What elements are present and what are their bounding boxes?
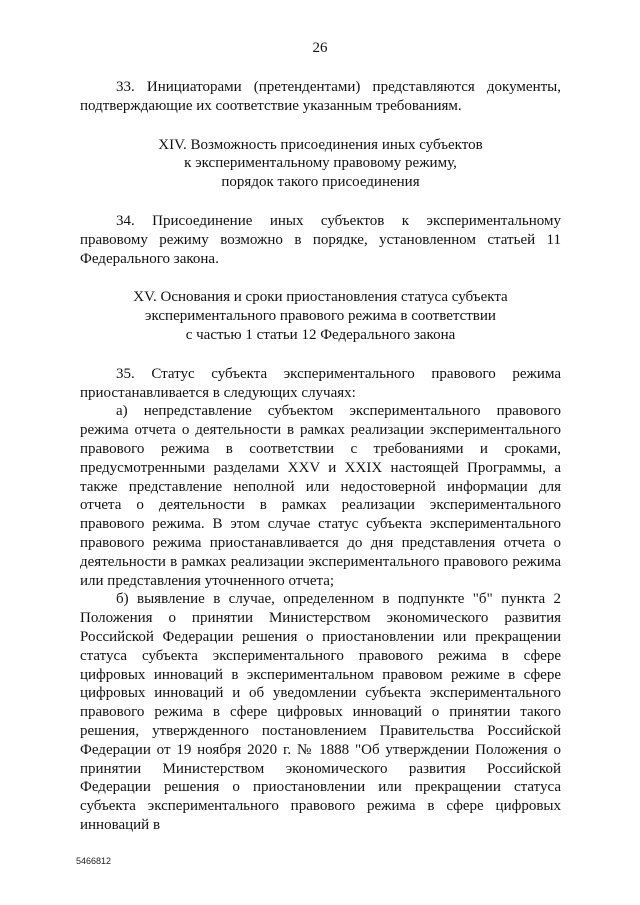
paragraph-35-a: а) непредставление субъектом экспериментального правового режима отчета о деятельности в рамках реализации экспериментального правового режима в соответствии с требованиями и сроками, предусмотренными разделами XXV и XXIX настоящей Программы, а также представление неполной или недостоверной информации для отчета о деятельности в рамках реализации экспериментального правового режима. В этом случае статус субъекта экспериментального правового режима приостанавливается до дня представления отчета о деятельности в рамках реализации экспериментального правового режима или представления уточненного отчета; <box>80 403 561 589</box>
section-heading-xiv-line-2: к экспериментальному правовому режиму, <box>184 155 457 172</box>
section-heading-xiv <box>80 136 561 192</box>
document-body <box>80 78 561 835</box>
section-heading-xv <box>80 288 561 344</box>
section-heading-xv-line-3: с частью 1 статьи 12 Федерального закона <box>185 326 456 343</box>
paragraph-34: 34. Присоединение иных субъектов к экспериментальному правовому режиму возможно в порядке, установленном статьей 11 Федерального закона. <box>80 212 561 267</box>
paragraph-33: 33. Инициаторами (претендентами) представляются документы, подтверждающие их соответствие указанным требованиям. <box>80 79 561 114</box>
section-heading-xv-line-1: XV. Основания и сроки приостановления статуса субъекта <box>133 289 508 306</box>
section-heading-xiv-line-3: порядок такого присоединения <box>221 174 420 191</box>
document-code: 5466812 <box>76 856 112 866</box>
page-number: 26 <box>312 40 328 56</box>
section-heading-xv-line-2: экспериментального правового режима в соответствии <box>145 308 496 325</box>
paragraph-35: 35. Статус субъекта экспериментального правового режима приостанавливается в следующих случаях: <box>80 365 561 401</box>
section-heading-xiv-line-1: XIV. Возможность присоединения иных субъектов <box>158 136 483 153</box>
paragraph-35-b: б) выявление в случае, определенном в подпункте "б" пункта 2 Положения о принятии Министерством экономического развития Российской Федерации решения о приостановлении или прекращении статуса субъекта экспериментального правового режима в сфере цифровых инноваций в экспериментальном правовом режиме в сфере цифровых инноваций и об уведомлении субъекта экспериментального правового режима в сфере цифровых инноваций о принятии такого решения, утвержденного постановлением Правительства Российской Федерации от 19 ноября 2020 г. № 1888 "Об утверждении Положения о принятии Министерством экономического развития Российской Федерации решения о приостановлении или прекращении статуса субъекта экспериментального правового режима в сфере цифровых инноваций в <box>80 591 561 833</box>
